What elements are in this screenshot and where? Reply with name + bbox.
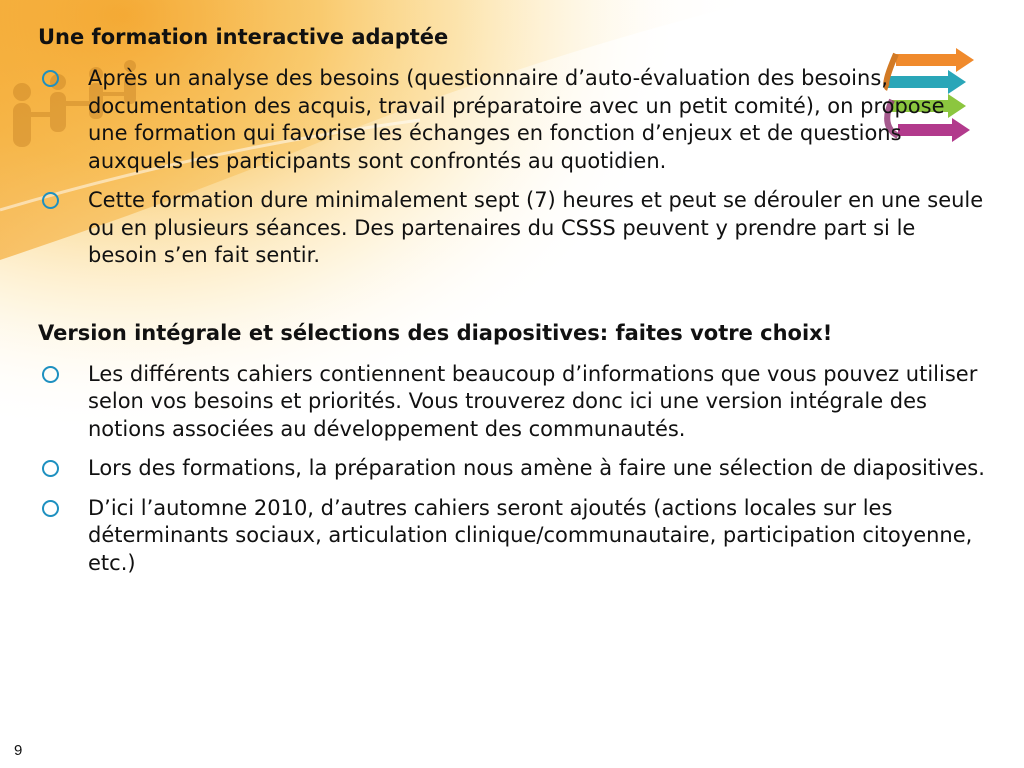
circle-outline-bullet-icon xyxy=(42,366,59,383)
bullet-item xyxy=(38,455,988,483)
bullet-text: Lors des formations, la préparation nous amène à faire une sélection de diapositives. xyxy=(88,456,985,480)
bullet-text: Après un analyse des besoins (questionnaire d’auto-évaluation des besoins, documentation des acquis, travail préparatoire avec un petit comité), on propose une formation qui favorise les échanges en fonction d’enjeux et de questions auxquels les participants sont confrontés au quotidien. xyxy=(88,66,945,173)
bullet-list xyxy=(38,65,988,270)
bullet-text: D’ici l’automne 2010, d’autres cahiers seront ajoutés (actions locales sur les déterminants sociaux, articulation clinique/communautaire, participation citoyenne, etc.) xyxy=(88,495,973,575)
section-heading: Version intégrale et sélections des diapositives: faites votre choix! xyxy=(38,320,833,345)
circle-outline-bullet-icon xyxy=(42,192,59,209)
bullet-item xyxy=(38,361,988,444)
section-heading: Une formation interactive adaptée xyxy=(38,25,449,49)
bullet-list xyxy=(38,361,988,578)
circle-outline-bullet-icon xyxy=(42,460,59,477)
bullet-item xyxy=(38,65,988,175)
bullet-text: Cette formation dure minimalement sept (7) heures et peut se dérouler en une seule ou en plusieurs séances. Des partenaires du CSSS peuvent y prendre part si le besoin s’en fait sentir. xyxy=(88,188,984,267)
bullet-item xyxy=(38,187,988,270)
page-number: 9 xyxy=(14,742,23,759)
bullet-item xyxy=(38,495,988,578)
bullet-text: Les différents cahiers contiennent beaucoup d’informations que vous pouvez utiliser selon vos besoins et priorités. Vous trouverez donc ici une version intégrale des notions associées au développement des communautés. xyxy=(88,361,978,441)
circle-outline-bullet-icon xyxy=(42,70,59,87)
circle-outline-bullet-icon xyxy=(42,500,59,517)
slide-content xyxy=(38,24,988,577)
